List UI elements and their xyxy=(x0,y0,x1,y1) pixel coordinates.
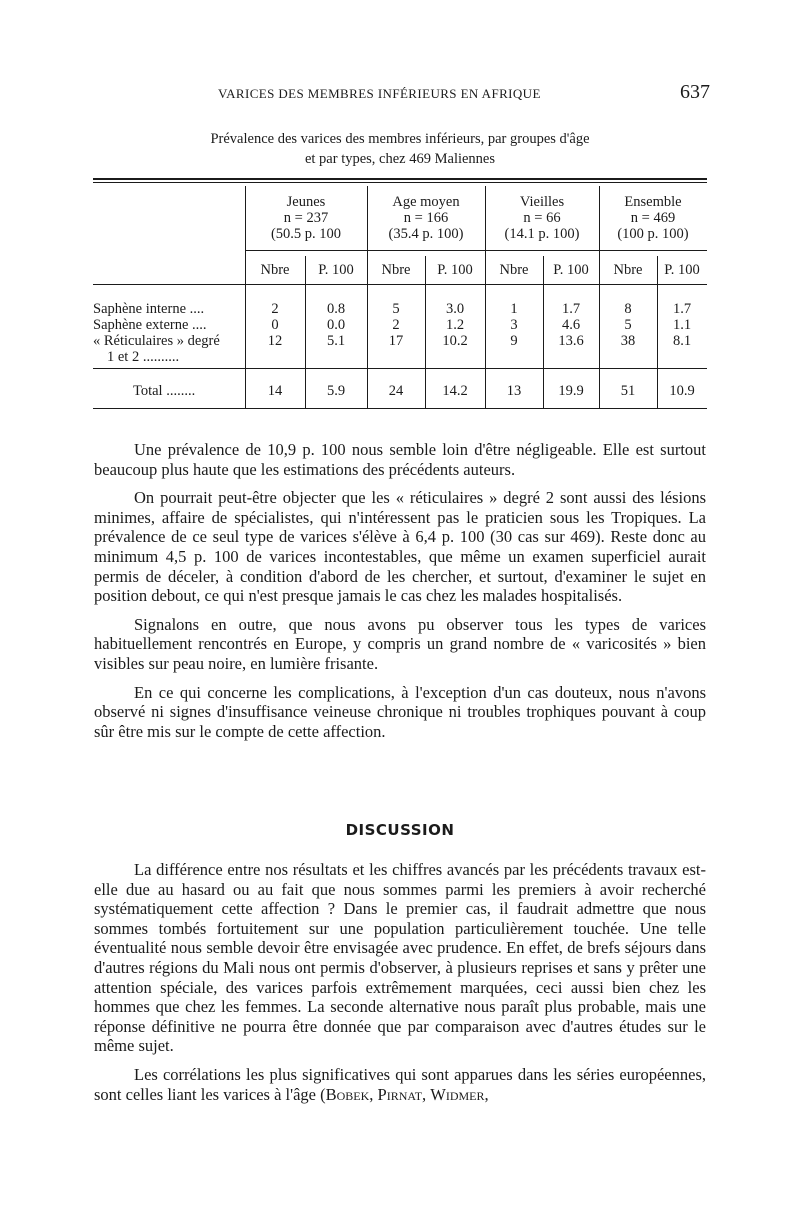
author-name: Pirnat xyxy=(377,1084,423,1104)
paragraph: La différence entre nos résultats et les chiffres avancés par les précédents travaux est-elle due au hasard ou au fait que nous sommes parmi les premiers à avoir recherché systématiquement cette affection ? Dans le premier cas, il faudrait admettre que nous sommes tombés fortuitement sur une population particulièrement touchée. Une telle éventualité nous semble devoir être envisagée avec prudence. En effet, de brefs séjours dans d'autres régions du Mali nous ont permis d'observer, à plusieurs reprises et sans y prêter une attention spéciale, des varices parfois extrêmement marquées, ceci aussi bien chez les hommes que chez les femmes. La seconde alternative nous paraît plus probable, mais une réponse définitive ne pourra être donnée que par comparaison avec d'autres études sur le même sujet. xyxy=(94,860,706,1056)
table-cell: 2 xyxy=(271,301,279,317)
subheader-nbre: Nbre xyxy=(499,262,529,278)
table-cell: 0 xyxy=(271,317,279,333)
group-header-age-moyen: Age moyen n = 166 (35.4 p. 100) xyxy=(388,194,464,242)
table-cell: 9 xyxy=(510,333,518,349)
page-number: 637 xyxy=(680,81,710,103)
table-cell: 13.6 xyxy=(558,333,584,349)
group-header-jeunes: Jeunes n = 237 (50.5 p. 100 xyxy=(270,194,342,242)
table-cell: 1.7 xyxy=(672,301,692,317)
subheader-pct: P. 100 xyxy=(553,262,589,278)
total-cell: 5.9 xyxy=(326,383,346,399)
table-cell: 12 xyxy=(267,333,283,349)
table-cell: 5 xyxy=(624,317,632,333)
total-cell: 51 xyxy=(620,383,636,399)
results-text xyxy=(94,440,706,750)
total-cell: 14.2 xyxy=(442,383,468,399)
total-cell: 19.9 xyxy=(558,383,584,399)
subheader-pct: P. 100 xyxy=(437,262,473,278)
caption-line-1: Prévalence des varices des membres inférieurs, par groupes d'âge xyxy=(210,131,590,147)
section-heading-discussion: DISCUSSION xyxy=(345,821,455,839)
paragraph: En ce qui concerne les complications, à l'exception d'un cas douteux, nous n'avons observé ni signes d'insuffisance veineuse chronique ni troubles trophiques pouvant à coup sûr être mis sur le compte de cette affection. xyxy=(94,682,706,741)
caption-line-2: et par types, chez 469 Maliennes xyxy=(304,151,496,167)
group-header-ensemble: Ensemble n = 469 (100 p. 100) xyxy=(617,194,689,242)
subheader-rule xyxy=(93,284,707,285)
table-cell: 3 xyxy=(510,317,518,333)
discussion-text xyxy=(94,860,706,1113)
paragraph-with-authors: Les corrélations les plus significatives qui sont apparues dans les séries européennes, sont celles liant les varices à l'âge (Bobek, Pirnat, Widmer, xyxy=(94,1064,706,1104)
group-header-vieilles: Vieilles n = 66 (14.1 p. 100) xyxy=(504,194,580,242)
subheader-nbre: Nbre xyxy=(260,262,290,278)
table-top-rule xyxy=(93,178,707,180)
total-cell: 13 xyxy=(506,383,522,399)
table-cell: 4.6 xyxy=(561,317,581,333)
table-cell: 1.7 xyxy=(561,301,581,317)
table-cell: 5.1 xyxy=(326,333,346,349)
table-cell: 8.1 xyxy=(672,333,692,349)
table-cell: 1 xyxy=(510,301,518,317)
prevalence-table xyxy=(93,178,707,410)
table-cell: 0.0 xyxy=(326,317,346,333)
table-cell: 1.1 xyxy=(672,317,692,333)
row-label-saphene-externe: Saphène externe .... xyxy=(93,317,207,333)
subheader-pct: P. 100 xyxy=(318,262,354,278)
subheader-pct: P. 100 xyxy=(664,262,700,278)
table-cell: 0.8 xyxy=(326,301,346,317)
paragraph: Une prévalence de 10,9 p. 100 nous semble loin d'être négligeable. Elle est surtout beaucoup plus haute que les estimations des précédents auteurs. xyxy=(94,440,706,479)
table-cell: 5 xyxy=(392,301,400,317)
author-name: Widmer xyxy=(430,1084,485,1104)
total-cell: 24 xyxy=(388,383,404,399)
paragraph: Signalons en outre, que nous avons pu observer tous les types de varices habituellement rencontrés en Europe, y compris un grand nombre de « varicosités » bien visibles sur peau noire, en lumière frisante. xyxy=(94,614,706,673)
row-label-total: Total ........ xyxy=(133,383,196,399)
subheader-nbre: Nbre xyxy=(381,262,411,278)
table-bottom-rule xyxy=(93,408,707,409)
subheader-nbre: Nbre xyxy=(613,262,643,278)
paragraph: On pourrait peut-être objecter que les « réticulaires » degré 2 sont aussi des lésions minimes, affaire de spécialistes, qui n'intéressent pas le praticien sous les Tropiques. La prévalence de ce seul type de varices s'élève à 6,4 p. 100 (30 cas sur 469). Reste donc au minimum 4,5 p. 100 de varices incontestables, que même un examen superficiel aurait permis de déceler, à condition d'abord de les chercher, et surtout, d'examiner le sujet en position debout, ce qui n'est presque jamais le cas chez les malades hospitalisés. xyxy=(94,488,706,606)
table-cell: 2 xyxy=(392,317,400,333)
table-cell: 1.2 xyxy=(445,317,465,333)
table-caption xyxy=(150,129,650,169)
table-cell: 17 xyxy=(388,333,404,349)
group-header-rule xyxy=(245,250,707,251)
table-cell: 38 xyxy=(620,333,636,349)
row-label-saphene-interne: Saphène interne .... xyxy=(93,301,205,317)
table-cell: 8 xyxy=(624,301,632,317)
row-label-reticulaires: « Réticulaires » degré xyxy=(93,333,220,349)
row-label-reticulaires-cont: 1 et 2 .......... xyxy=(107,349,180,365)
total-rule xyxy=(93,368,707,369)
author-name: Bobek xyxy=(325,1084,370,1104)
total-cell: 10.9 xyxy=(669,383,695,399)
running-header: VARICES DES MEMBRES INFÉRIEURS EN AFRIQUE xyxy=(218,86,541,101)
table-cell: 10.2 xyxy=(442,333,468,349)
table-top-rule-thin xyxy=(93,182,707,183)
table-cell: 3.0 xyxy=(445,301,465,317)
total-cell: 14 xyxy=(267,383,283,399)
